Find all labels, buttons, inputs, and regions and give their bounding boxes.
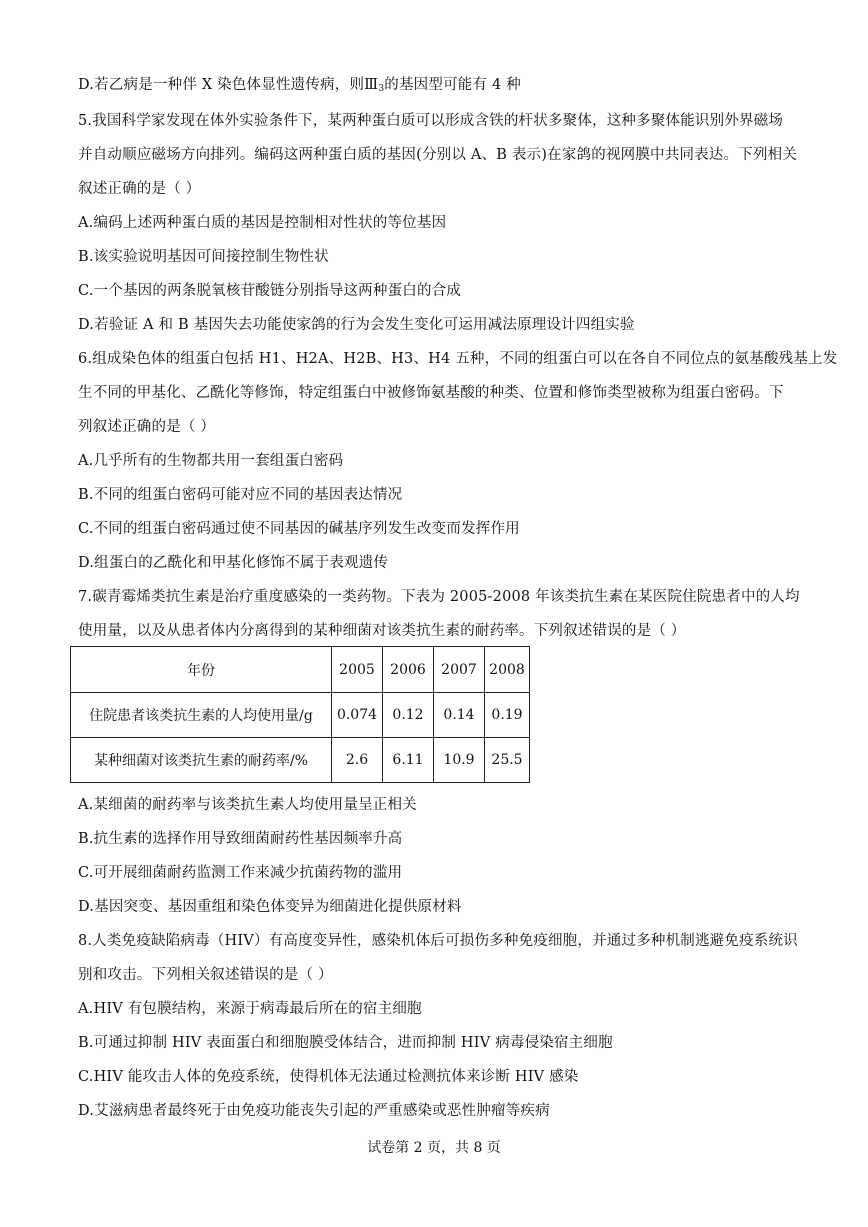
q6-option-b: B.不同的组蛋白密码可能对应不同的基因表达情况 xyxy=(78,487,403,503)
q7-stem-line-1: 7.碳青霉烯类抗生素是治疗重度感染的一类药物。下表为 2005-2008 年该类抗生素在某医院住院患者中的人均 xyxy=(78,589,800,605)
q5-option-b: B.该实验说明基因可间接控制生物性状 xyxy=(78,249,329,265)
table-row xyxy=(71,693,530,738)
table-cell: 2.6 xyxy=(332,738,383,783)
table-header-cell: 2007 xyxy=(434,647,485,693)
table-header-cell: 2005 xyxy=(332,647,383,693)
q7-stem-line-2: 使用量，以及从患者体内分离得到的某种细菌对该类抗生素的耐药率。下列叙述错误的是（ ） xyxy=(78,623,686,639)
q6-option-a: A.几乎所有的生物都共用一套组蛋白密码 xyxy=(78,453,344,469)
q8-stem-line-2: 别和攻击。下列相关叙述错误的是（ ） xyxy=(78,967,333,983)
table-header-row xyxy=(71,647,530,693)
subscript: 3 xyxy=(378,84,385,94)
q6-option-d: D.组蛋白的乙酰化和甲基化修饰不属于表观遗传 xyxy=(78,555,389,571)
table-cell: 某种细菌对该类抗生素的耐药率/% xyxy=(71,738,332,783)
q8-option-a: A.HIV 有包膜结构，来源于病毒最后所在的宿主细胞 xyxy=(78,1001,422,1017)
q5-option-d: D.若验证 A 和 B 基因失去功能使家鸽的行为会发生变化可运用减法原理设计四组实验 xyxy=(78,317,635,333)
table-cell: 住院患者该类抗生素的人均使用量/g xyxy=(71,693,332,738)
table-cell: 25.5 xyxy=(485,738,530,783)
q5-option-c: C.一个基因的两条脱氧核苷酸链分别指导这两种蛋白的合成 xyxy=(78,283,462,299)
q7-option-a: A.某细菌的耐药率与该类抗生素人均使用量呈正相关 xyxy=(78,797,417,813)
q4-option-d-tail: 的基因型可能有 4 种 xyxy=(384,77,521,93)
antibiotic-data-table xyxy=(70,646,530,783)
q4-option-d-text: D.若乙病是一种伴 X 染色体显性遗传病，则Ⅲ xyxy=(78,77,379,93)
q7-option-b: B.抗生素的选择作用导致细菌耐药性基因频率升高 xyxy=(78,831,403,847)
table-cell: 10.9 xyxy=(434,738,485,783)
table-header-cell: 年份 xyxy=(71,647,332,693)
q4-option-d xyxy=(78,73,521,94)
table-header-cell: 2008 xyxy=(485,647,530,693)
q8-option-b: B.可通过抑制 HIV 表面蛋白和细胞膜受体结合，进而抑制 HIV 病毒侵染宿主细胞 xyxy=(78,1035,613,1051)
table-cell: 0.074 xyxy=(332,693,383,738)
q5-stem-line-1: 5.我国科学家发现在体外实验条件下，某两种蛋白质可以形成含铁的杆状多聚体，这种多聚体能识别外界磁场 xyxy=(78,113,784,129)
table-cell: 0.14 xyxy=(434,693,485,738)
q7-option-c: C.可开展细菌耐药监测工作来减少抗菌药物的滥用 xyxy=(78,865,403,881)
table-cell: 0.12 xyxy=(383,693,434,738)
q8-stem-line-1: 8.人类免疫缺陷病毒（HIV）有高度变异性，感染机体后可损伤多种免疫细胞，并通过多种机制逃避免疫系统识 xyxy=(78,933,798,949)
q6-stem-line-2: 生不同的甲基化、乙酰化等修饰，特定组蛋白中被修饰氨基酸的种类、位置和修饰类型被称为组蛋白密码。下 xyxy=(78,385,784,401)
q5-stem-line-2: 并自动顺应磁场方向排列。编码这两种蛋白质的基因(分别以 A、B 表示)在家鸽的视网膜中共同表达。下列相关 xyxy=(78,147,798,163)
q7-option-d: D.基因突变、基因重组和染色体变异为细菌进化提供原材料 xyxy=(78,899,462,915)
q5-option-a: A.编码上述两种蛋白质的基因是控制相对性状的等位基因 xyxy=(78,215,447,231)
q6-stem-line-3: 列叙述正确的是（ ） xyxy=(78,419,216,435)
q6-option-c: C.不同的组蛋白密码通过使不同基因的碱基序列发生改变而发挥作用 xyxy=(78,521,520,537)
page-footer: 试卷第 2 页，共 8 页 xyxy=(367,1140,501,1156)
q5-stem-line-3: 叙述正确的是（ ） xyxy=(78,181,201,197)
table-header-cell: 2006 xyxy=(383,647,434,693)
table-row xyxy=(71,738,530,783)
q8-option-d: D.艾滋病患者最终死于由免疫功能丧失引起的严重感染或恶性肿瘤等疾病 xyxy=(78,1103,550,1119)
table-cell: 6.11 xyxy=(383,738,434,783)
table-cell: 0.19 xyxy=(485,693,530,738)
q8-option-c: C.HIV 能攻击人体的免疫系统，使得机体无法通过检测抗体来诊断 HIV 感染 xyxy=(78,1069,579,1085)
q6-stem-line-1: 6.组成染色体的组蛋白包括 H1、H2A、H2B、H3、H4 五种，不同的组蛋白可以在各自不同位点的氨基酸残基上发 xyxy=(78,351,838,367)
